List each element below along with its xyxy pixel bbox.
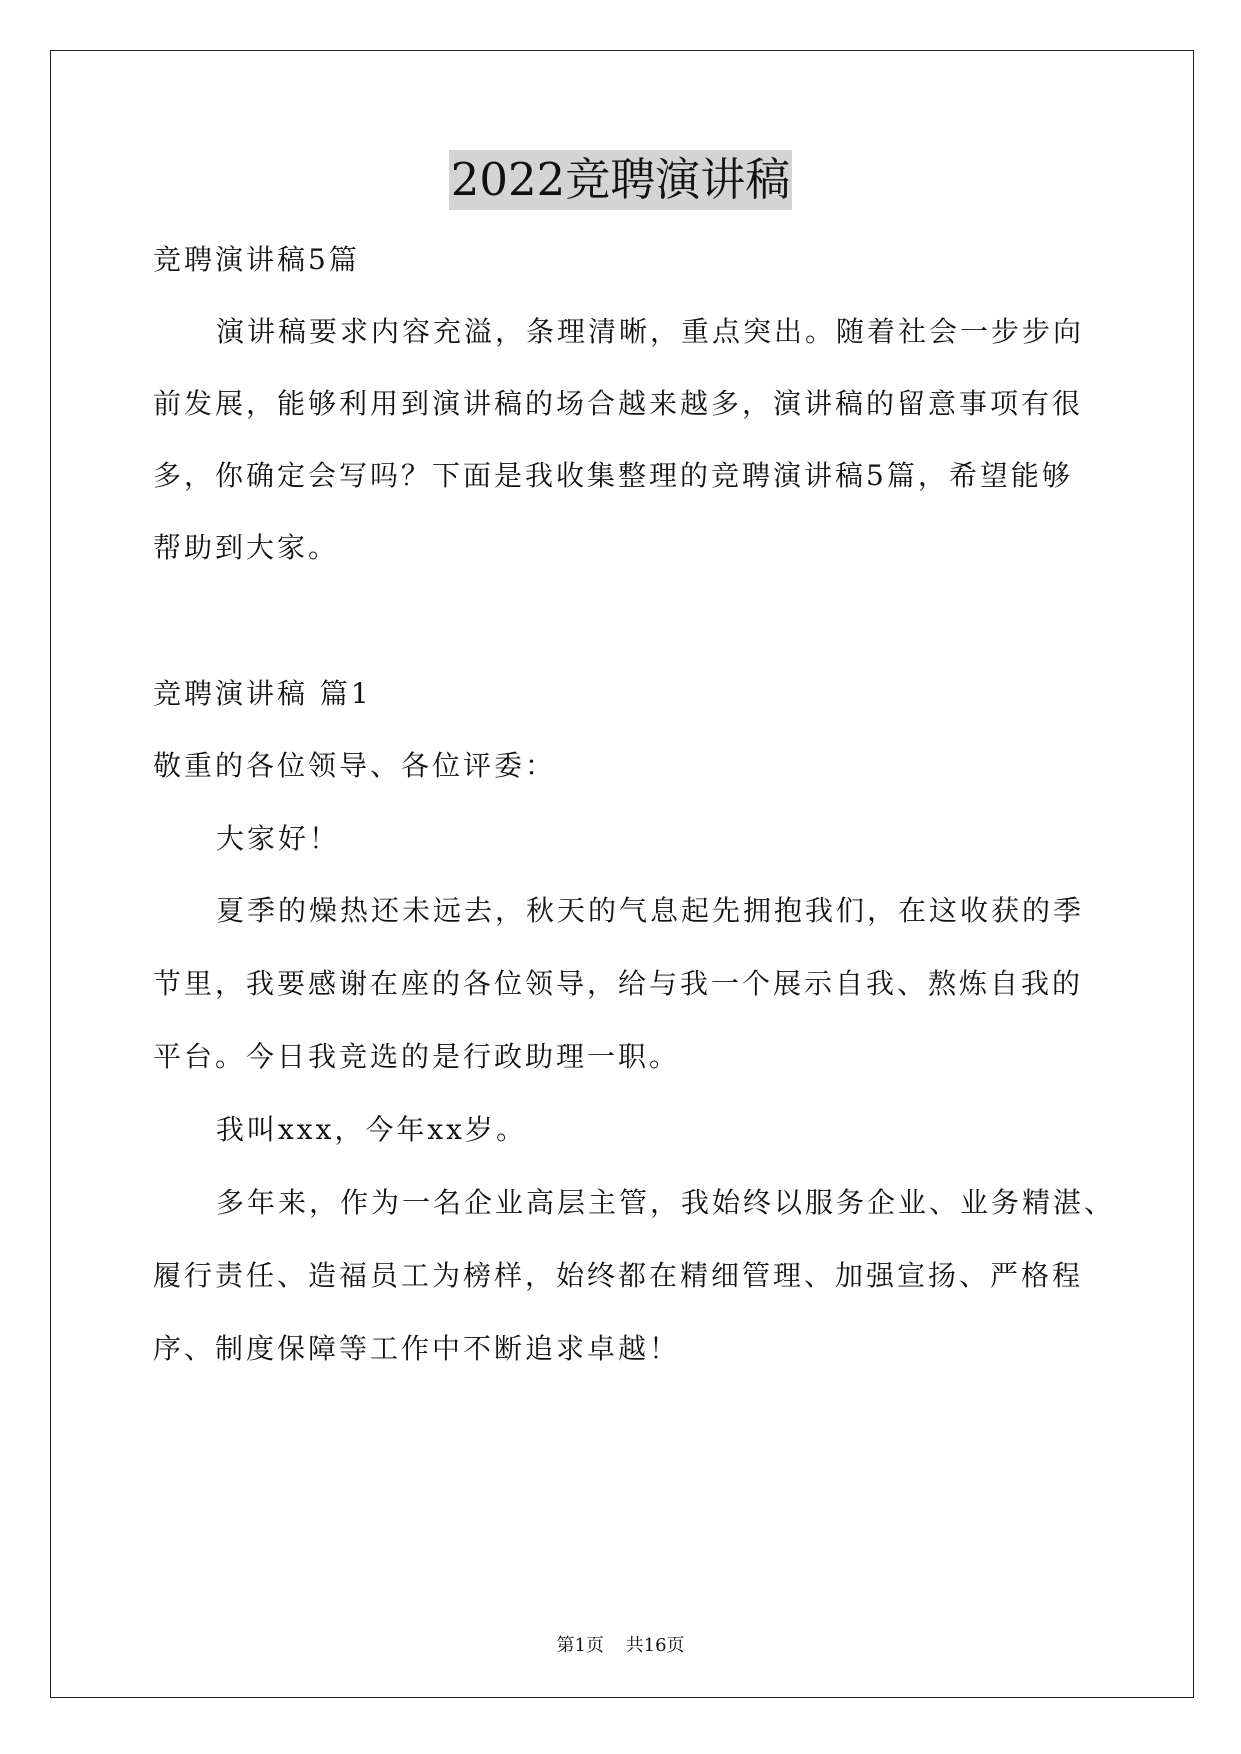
intro-line: 演讲稿要求内容充溢，条理清晰，重点突出。随着社会一步步向 bbox=[216, 315, 1085, 348]
paragraph-line: 节里，我要感谢在座的各位领导，给与我一个展示自我、熬炼自我的 bbox=[153, 967, 1084, 1000]
intro-line: 前发展，能够利用到演讲稿的场合越来越多，演讲稿的留意事项有很 bbox=[153, 387, 1084, 420]
title-wrap bbox=[0, 150, 1241, 210]
paragraph-line: 夏季的燥热还未远去，秋天的气息起先拥抱我们，在这收获的季 bbox=[216, 894, 1085, 927]
page-border bbox=[50, 50, 1194, 1698]
page-total: 共16页 bbox=[625, 1635, 685, 1656]
page-number: 第1页 bbox=[556, 1635, 604, 1656]
paragraph-line: 履行责任、造福员工为榜样，始终都在精细管理、加强宣扬、严格程 bbox=[153, 1259, 1084, 1292]
page-footer bbox=[0, 1634, 1241, 1658]
intro-line: 多，你确定会写吗？下面是我收集整理的竞聘演讲稿5篇，希望能够 bbox=[153, 459, 1073, 492]
salutation: 敬重的各位领导、各位评委： bbox=[153, 749, 557, 782]
paragraph-line: 多年来，作为一名企业高层主管，我始终以服务企业、业务精湛、 bbox=[216, 1186, 1116, 1219]
intro-line: 帮助到大家。 bbox=[153, 531, 340, 564]
paragraph-line: 序、制度保障等工作中不断追求卓越！ bbox=[153, 1332, 681, 1365]
document-title: 2022竞聘演讲稿 bbox=[449, 150, 793, 210]
greeting: 大家好！ bbox=[216, 822, 341, 855]
section-heading: 竞聘演讲稿 篇1 bbox=[153, 677, 372, 710]
subtitle: 竞聘演讲稿5篇 bbox=[153, 243, 360, 276]
paragraph-line: 平台。今日我竞选的是行政助理一职。 bbox=[153, 1040, 681, 1073]
paragraph-line: 我叫xxx，今年xx岁。 bbox=[216, 1113, 527, 1146]
